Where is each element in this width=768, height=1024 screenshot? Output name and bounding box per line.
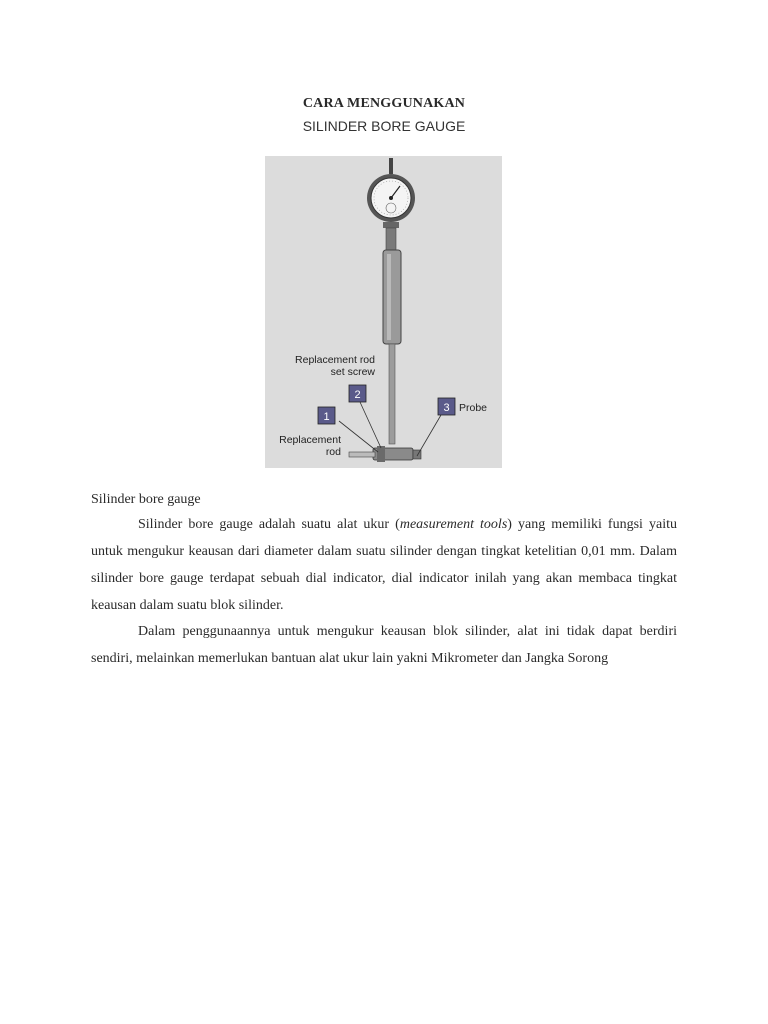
gauge-top-stem	[389, 158, 393, 174]
document-subtitle: SILINDER BORE GAUGE	[302, 118, 466, 134]
gauge-shaft	[389, 344, 395, 444]
callout-number-3: 3	[443, 402, 450, 414]
callout-label-3: Probe	[459, 402, 488, 414]
paragraph-1-italic-term: measurement tools	[399, 517, 508, 532]
gauge-collar	[383, 222, 399, 228]
bore-gauge-illustration	[265, 156, 502, 468]
paragraph-2: Dalam penggunaannya untuk mengukur keausan blok silinder, alat ini tidak dapat berdiri sendiri, melainkan memerlukan bantuan alat ukur lain yakni Mikrometer dan Jangka Sorong	[91, 624, 677, 666]
callout-badge-3	[438, 398, 455, 415]
callout-label-1-line1: Replacement	[279, 434, 341, 446]
callout-badge-2	[349, 385, 366, 402]
dial-indicator	[367, 174, 415, 222]
paragraph-1-text-end: ) yang memiliki fungsi yaitu untuk mengukur keausan dari diameter dalam suatu silinder dengan tingkat ketelitian 0,01 mm. Dalam silinder bore gauge terdapat sebuah dial indicator, dial indicator inilah yang akan membaca tingkat keausan dalam suatu blok silinder.	[91, 517, 678, 613]
bore-gauge-figure	[265, 156, 502, 468]
section-heading: Silinder bore gauge	[91, 492, 201, 507]
callout-badge-1	[318, 407, 335, 424]
measuring-head	[349, 446, 421, 462]
callout-number-2: 2	[354, 389, 361, 401]
gauge-neck	[386, 228, 396, 250]
gauge-handle	[383, 250, 401, 344]
paragraph-1-text-start: Silinder bore gauge adalah suatu alat ukur (	[138, 517, 400, 532]
callout-label-1-line2: rod	[325, 446, 341, 458]
callout-number-1: 1	[323, 411, 330, 423]
paragraph-1	[91, 511, 677, 619]
callout-label-2-line2: set screw	[330, 366, 375, 378]
callout-label-2-line1: Replacement rod	[295, 354, 375, 366]
document-title: CARA MENGGUNAKAN	[302, 96, 466, 111]
